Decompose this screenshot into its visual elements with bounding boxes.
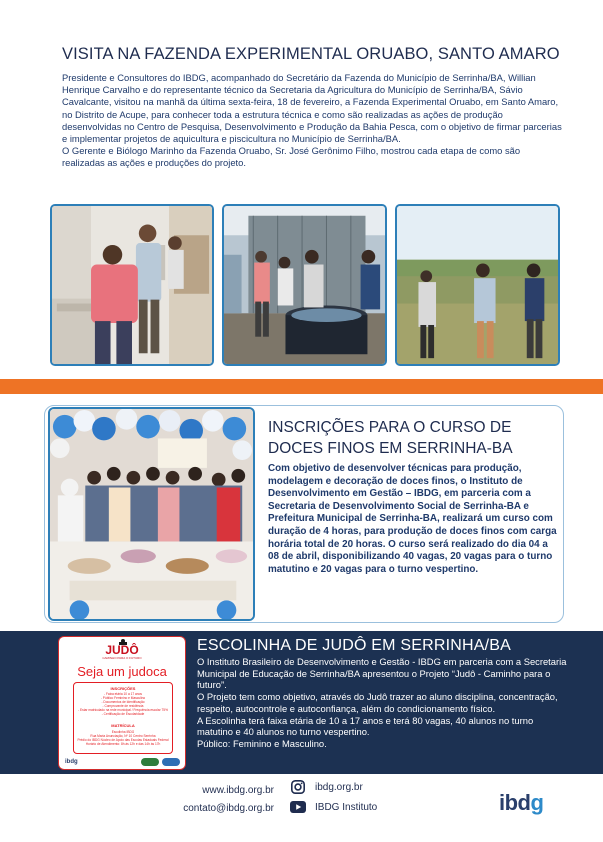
ibdg-brand-logo-main: ibd: [499, 790, 531, 815]
ibdg-brand-logo-end: g: [530, 790, 544, 815]
footer-youtube-link[interactable]: IBDG Instituto: [315, 802, 378, 813]
photo-sweets-course-image: [50, 409, 253, 619]
judo-poster-requirement: - Comprovante de residência: [102, 704, 144, 708]
section2-body: Com objetivo de desenvolver técnicas para produção, modelagem e decoração de doces finos, o Instituto de Desenvolvimento em Gestão – IBDG, em parceria com a Secretaria de Desenvolvimento Social de Serrinha-BA e Prefeitura Municipal de Serrinha-BA, realizará um curso com duração de 4 horas, para produção de doces finos com carga horária total de 20 horas. O curso será realizado do dia 04 a 08 de abril, disponibilizando 40 vagas, 20 vagas para o turno matutino e 20 vagas para o turno vespertino.: [268, 463, 557, 575]
photo-sweets-course: [48, 407, 255, 621]
footer-website-link[interactable]: www.ibdg.org.br: [202, 785, 274, 796]
photo-field-visit: [395, 204, 560, 366]
judo-poster-requirement: - Faixa etária 10 a 17 anos: [104, 692, 142, 696]
section1-body: [62, 72, 562, 170]
photo-tank-visit-image: [224, 206, 385, 364]
section3-body: [197, 656, 569, 750]
footer-email-link[interactable]: contato@ibdg.org.br: [183, 803, 274, 814]
section3-paragraph-4: Público: Feminino e Masculino.: [197, 737, 327, 749]
footer-instagram-link[interactable]: ibdg.org.br: [315, 782, 363, 793]
partner-seal-icon: [162, 758, 180, 766]
youtube-icon[interactable]: [290, 801, 306, 813]
judo-poster-logo: JUDÔ: [105, 643, 139, 657]
judo-poster-requirement: - Certificação de Escolaridade: [101, 712, 145, 716]
judo-poster-footer: [63, 758, 183, 768]
judo-poster-matricula-line: Escolinha IBDG: [111, 730, 135, 734]
judo-poster-requirement: - Público Feminino e Masculino: [100, 696, 146, 700]
judo-poster-matricula-title: MATRÍCULA: [111, 723, 135, 728]
judo-poster-requirement: - Documentos de Identificação: [101, 700, 145, 704]
partner-seal-icon: [141, 758, 159, 766]
judo-poster-headline: Seja um judoca: [77, 664, 167, 679]
judo-poster-footer-logo: ibdg: [65, 759, 78, 765]
judo-poster: [58, 636, 186, 770]
section3-paragraph-2: O Projeto tem como objetivo, através do Judô trazer ao aluno disciplina, concentração, respeito, autocontrole e autoconfiança, além do condicionamento físico.: [197, 691, 558, 714]
photo-office-visit: [50, 204, 214, 366]
section2-title: INSCRIÇÕES PARA O CURSO DE DOCES FINOS EM SERRINHA-BA: [268, 419, 513, 457]
section1-paragraph-1: Presidente e Consultores do IBDG, acompanhado do Secretário da Fazenda do Município de Serrinha/BA, Willian Henrique Carvalho e do representante técnico da Secretaria da Agricultura do Município de Serrinha/BA, Sávio Cavalcante, visitou na manhã da última sexta-feira, 18 de fevereiro, a Fazenda Experimental Oruabo, em Santo Amaro, no Distrito de Acupe, para conhecer toda a estrutura técnica e como são realizadas as ações de produção desenvolvidas no Centro de Pesquisa, Desenvolvimento e Produção da Bahia Pesca, com o objetivo de firmar parcerias e implementar projetos de aquicultura e piscicultura no Município de Serrinha/BA.: [62, 72, 562, 145]
section3-paragraph-1: O Instituto Brasileiro de Desenvolvimento e Gestão - IBDG em parceria com a Secretaria Municipal de Educação de Serrinha/BA apresentou o Projeto “Judô - Caminho para o futuro”.: [197, 656, 567, 691]
section3-paragraph-3: A Escolinha terá faixa etária de 10 a 17 anos e terá 80 vagas, 40 alunos no turno matutino e 40 alunos no turno vespertino.: [197, 714, 534, 738]
judo-poster-requirement: - Estar matriculado na rede municipal / Frequência escolar 75%: [78, 708, 168, 712]
judo-poster-info-box: [73, 682, 173, 754]
judo-poster-logo-sub: CAMINHO PARA O FUTURO: [102, 656, 142, 660]
ibdg-brand-logo: [499, 790, 543, 816]
judo-poster-matricula-line: Prédio do IBDG Núcleo de Apoio das Escolas Estaduais Federal: [77, 738, 169, 742]
judo-poster-box-title: INSCRIÇÕES: [110, 686, 136, 691]
photo-field-visit-image: [397, 206, 558, 364]
instagram-icon[interactable]: [291, 780, 305, 794]
section1-paragraph-2: O Gerente e Biólogo Marinho da Fazenda Oruabo, Sr. José Gerônimo Filho, mostrou cada etapa de como são realizadas as ações e produções do projeto.: [62, 145, 521, 169]
judo-poster-matricula-line: Rua Maria Anunciação, Nº 10 Centro Serrinha: [90, 734, 156, 738]
section1-title: VISITA NA FAZENDA EXPERIMENTAL ORUABO, SANTO AMARO: [62, 45, 560, 63]
section3-title: ESCOLINHA DE JUDÔ EM SERRINHA/BA: [197, 637, 512, 654]
judo-poster-matricula-line: Horário de Atendimento: 8h às 12h e das 14h às 17h: [85, 742, 161, 746]
orange-divider-band: [0, 379, 603, 394]
photo-office-visit-image: [52, 206, 212, 364]
photo-tank-visit: [222, 204, 387, 366]
